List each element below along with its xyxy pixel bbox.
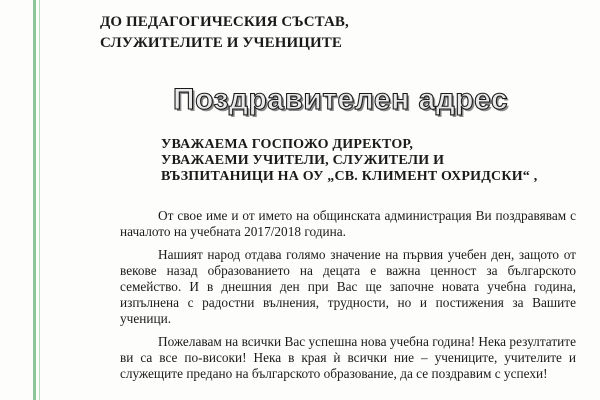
salutation-line-3: ВЪЗПИТАНИЦИ НА ОУ „СВ. КЛИМЕНТ ОХРИДСКИ“ , <box>161 169 538 184</box>
document-title: Поздравителен адрес <box>173 83 509 116</box>
salutation-line-2: УВАЖАЕМИ УЧИТЕЛИ, СЛУЖИТЕЛИ И <box>161 153 445 168</box>
salutation-block <box>161 137 581 185</box>
addressee-line-1: ДО ПЕДАГОГИЧЕСКИЯ СЪСТАВ, <box>100 14 349 30</box>
body-paragraph-3: Пожелавам на всички Вас успешна нова учебна година! Нека резултатите ви са все по-високи! Нека в края ѝ всички ние – учениците, учителите и служещите предано на българското образование, да се поздравим с успехи! <box>120 334 576 381</box>
letter-body <box>120 208 576 389</box>
addressee-line-2: СЛУЖИТЕЛИТЕ И УЧЕНИЦИТЕ <box>100 35 342 51</box>
salutation-line-1: УВАЖАЕМА ГОСПОЖО ДИРЕКТОР, <box>161 137 414 152</box>
addressee-block <box>100 12 460 54</box>
body-paragraph-1: От свое име и от името на общинската администрация Ви поздравявам с началото на учебната 2017/2018 година. <box>120 208 576 239</box>
decorative-border-inner <box>39 0 40 400</box>
decorative-border-outer <box>33 0 36 400</box>
body-paragraph-2: Нашият народ отдава голямо значение на първия учебен ден, защото от векове назад образованието на децата е важна ценност за българското семейство. И в днешния ден при Вас ще започне новата учебна година, изпълнена с радостни вълнения, трудности, но и постижения за Вашите ученици. <box>120 247 576 326</box>
